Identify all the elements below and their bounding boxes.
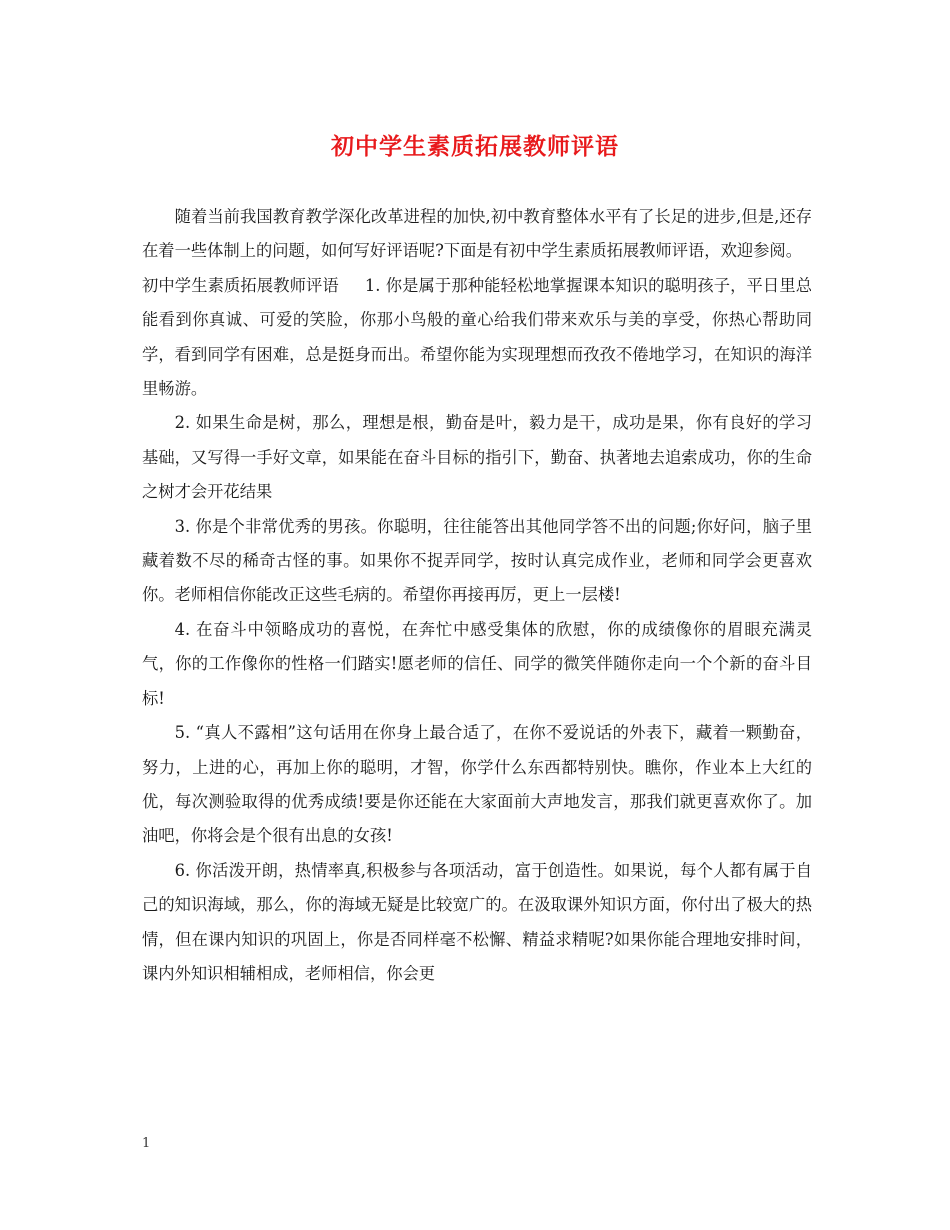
comment-item-2: 2. 如果生命是树，那么，理想是根，勤奋是叶，毅力是干，成功是果，你有良好的学习基础，又写得一手好文章，如果能在奋斗目标的指引下，勤奋、执著地去追索成功，你的生命之树才会开花结果 — [142, 413, 812, 502]
comment-item-1 — [142, 269, 812, 407]
comment-text-1: 1. 你是属于那种能轻松地掌握课本知识的聪明孩子，平日里总能看到你真诚、可爱的笑脸，你那小鸟般的童心给我们带来欢乐与美的享受，你热心帮助同学，看到同学有困难，总是挺身而出。希望你能为实现理想而孜孜不倦地学习，在知识的海洋里畅游。 — [142, 275, 812, 399]
document-body — [142, 200, 812, 991]
section-label: 初中学生素质拓展教师评语 — [142, 275, 339, 295]
comment-item-6: 6. 你活泼开朗，热情率真,积极参与各项活动，富于创造性。如果说，每个人都有属于自己的知识海域，那么，你的海域无疑是比较宽广的。在汲取课外知识方面，你付出了极大的热情，但在课内知识的巩固上，你是否同样毫不松懈、精益求精呢?如果你能合理地安排时间，课内外知识相辅相成，老师相信，你会更 — [142, 860, 812, 983]
page-number: 1 — [142, 1136, 151, 1151]
intro-paragraph: 随着当前我国教育教学深化改革进程的加快,初中教育整体水平有了长足的进步,但是,还存在着一些体制上的问题，如何写好评语呢?下面是有初中学生素质拓展教师评语，欢迎参阅。 — [142, 207, 812, 261]
comment-item-3: 3. 你是个非常优秀的男孩。你聪明，往往能答出其他同学答不出的问题;你好问，脑子里藏着数不尽的稀奇古怪的事。如果你不捉弄同学，按时认真完成作业，老师和同学会更喜欢你。老师相信你能改正这些毛病的。希望你再接再厉，更上一层楼! — [142, 516, 812, 605]
comment-item-4: 4. 在奋斗中领略成功的喜悦，在奔忙中感受集体的欣慰，你的成绩像你的眉眼充满灵气，你的工作像你的性格一们踏实!愿老师的信任、同学的微笑伴随你走向一个个新的奋斗目标! — [142, 619, 812, 708]
page-title: 初中学生素质拓展教师评语 — [331, 133, 619, 160]
comment-item-5: 5. “真人不露相”这句话用在你身上最合适了，在你不爱说话的外表下，藏着一颗勤奋，努力，上进的心，再加上你的聪明，才智，你学什么东西都特别快。瞧你，作业本上大红的优，每次测验取得的优秀成绩!要是你还能在大家面前大声地发言，那我们就更喜欢你了。加油吧，你将会是个很有出息的女孩! — [142, 723, 812, 846]
